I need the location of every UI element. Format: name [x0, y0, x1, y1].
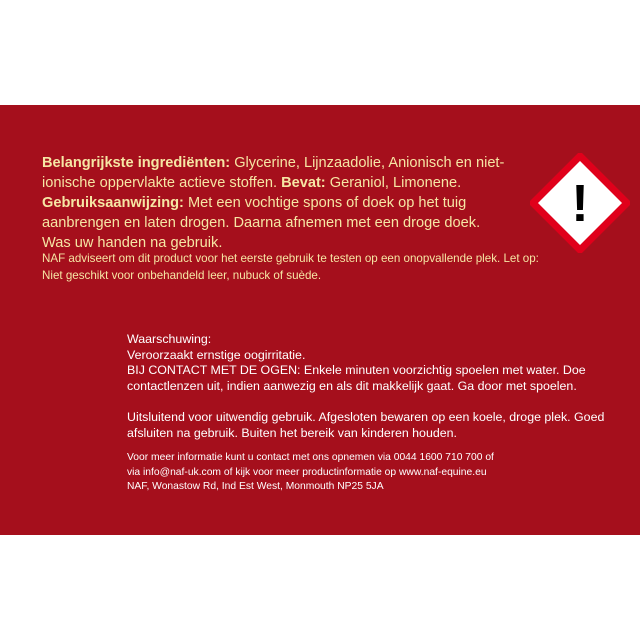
storage-instructions: Uitsluitend voor uitwendig gebruik. Afgesloten bewaren op een koele, droge plek. Goed afsluiten na gebruik. Buiten het bereik van kinderen houden.	[127, 410, 605, 440]
contact-line-1: Voor meer informatie kunt u contact met ons opnemen via 0044 1600 710 700 of	[127, 452, 494, 463]
product-label	[0, 105, 640, 535]
warning-block	[127, 332, 607, 394]
ingredients-block	[42, 153, 512, 253]
exclamation-mark-hazard-icon	[530, 153, 630, 253]
naf-advice: NAF adviseert om dit product voor het eerste gebruik te testen op een onopvallende plek. Let op: Niet geschikt voor onbehandeld leer, nubuck of suède.	[42, 252, 539, 282]
contains-label: Bevat:	[281, 175, 326, 191]
contact-info	[127, 451, 607, 495]
ingredients-label: Belangrijkste ingrediënten:	[42, 155, 231, 171]
usage-text: Met een vochtige spons of doek op het tuig aanbrengen en laten drogen. Daarna afnemen met een droge doek. Was uw handen na gebruik.	[42, 195, 481, 251]
warning-title: Waarschuwing:	[127, 332, 212, 346]
ingredients-text: Glycerine, Lijnzaadolie, Anionisch en niet-ionische oppervlakte actieve stoffen.	[42, 155, 505, 191]
contact-line-2: via info@naf-uk.com of kijk voor meer productinformatie op www.naf-equine.eu	[127, 466, 487, 478]
warning-line-1: Veroorzaakt ernstige oogirritatie.	[127, 347, 306, 362]
hazard-symbol: !	[571, 175, 589, 233]
warning-line-2: BIJ CONTACT MET DE OGEN: Enkele minuten voorzichtig spoelen met water. Doe contactlenzen uit, indien aanwezig en als dit makkelijk gaat. Ga door met spoelen.	[127, 363, 586, 393]
contains-text: Geraniol, Limonene.	[329, 175, 462, 191]
usage-label: Gebruiksaanwijzing:	[42, 195, 184, 211]
contact-line-3: NAF, Wonastow Rd, Ind Est West, Monmouth NP25 5JA	[127, 481, 384, 492]
